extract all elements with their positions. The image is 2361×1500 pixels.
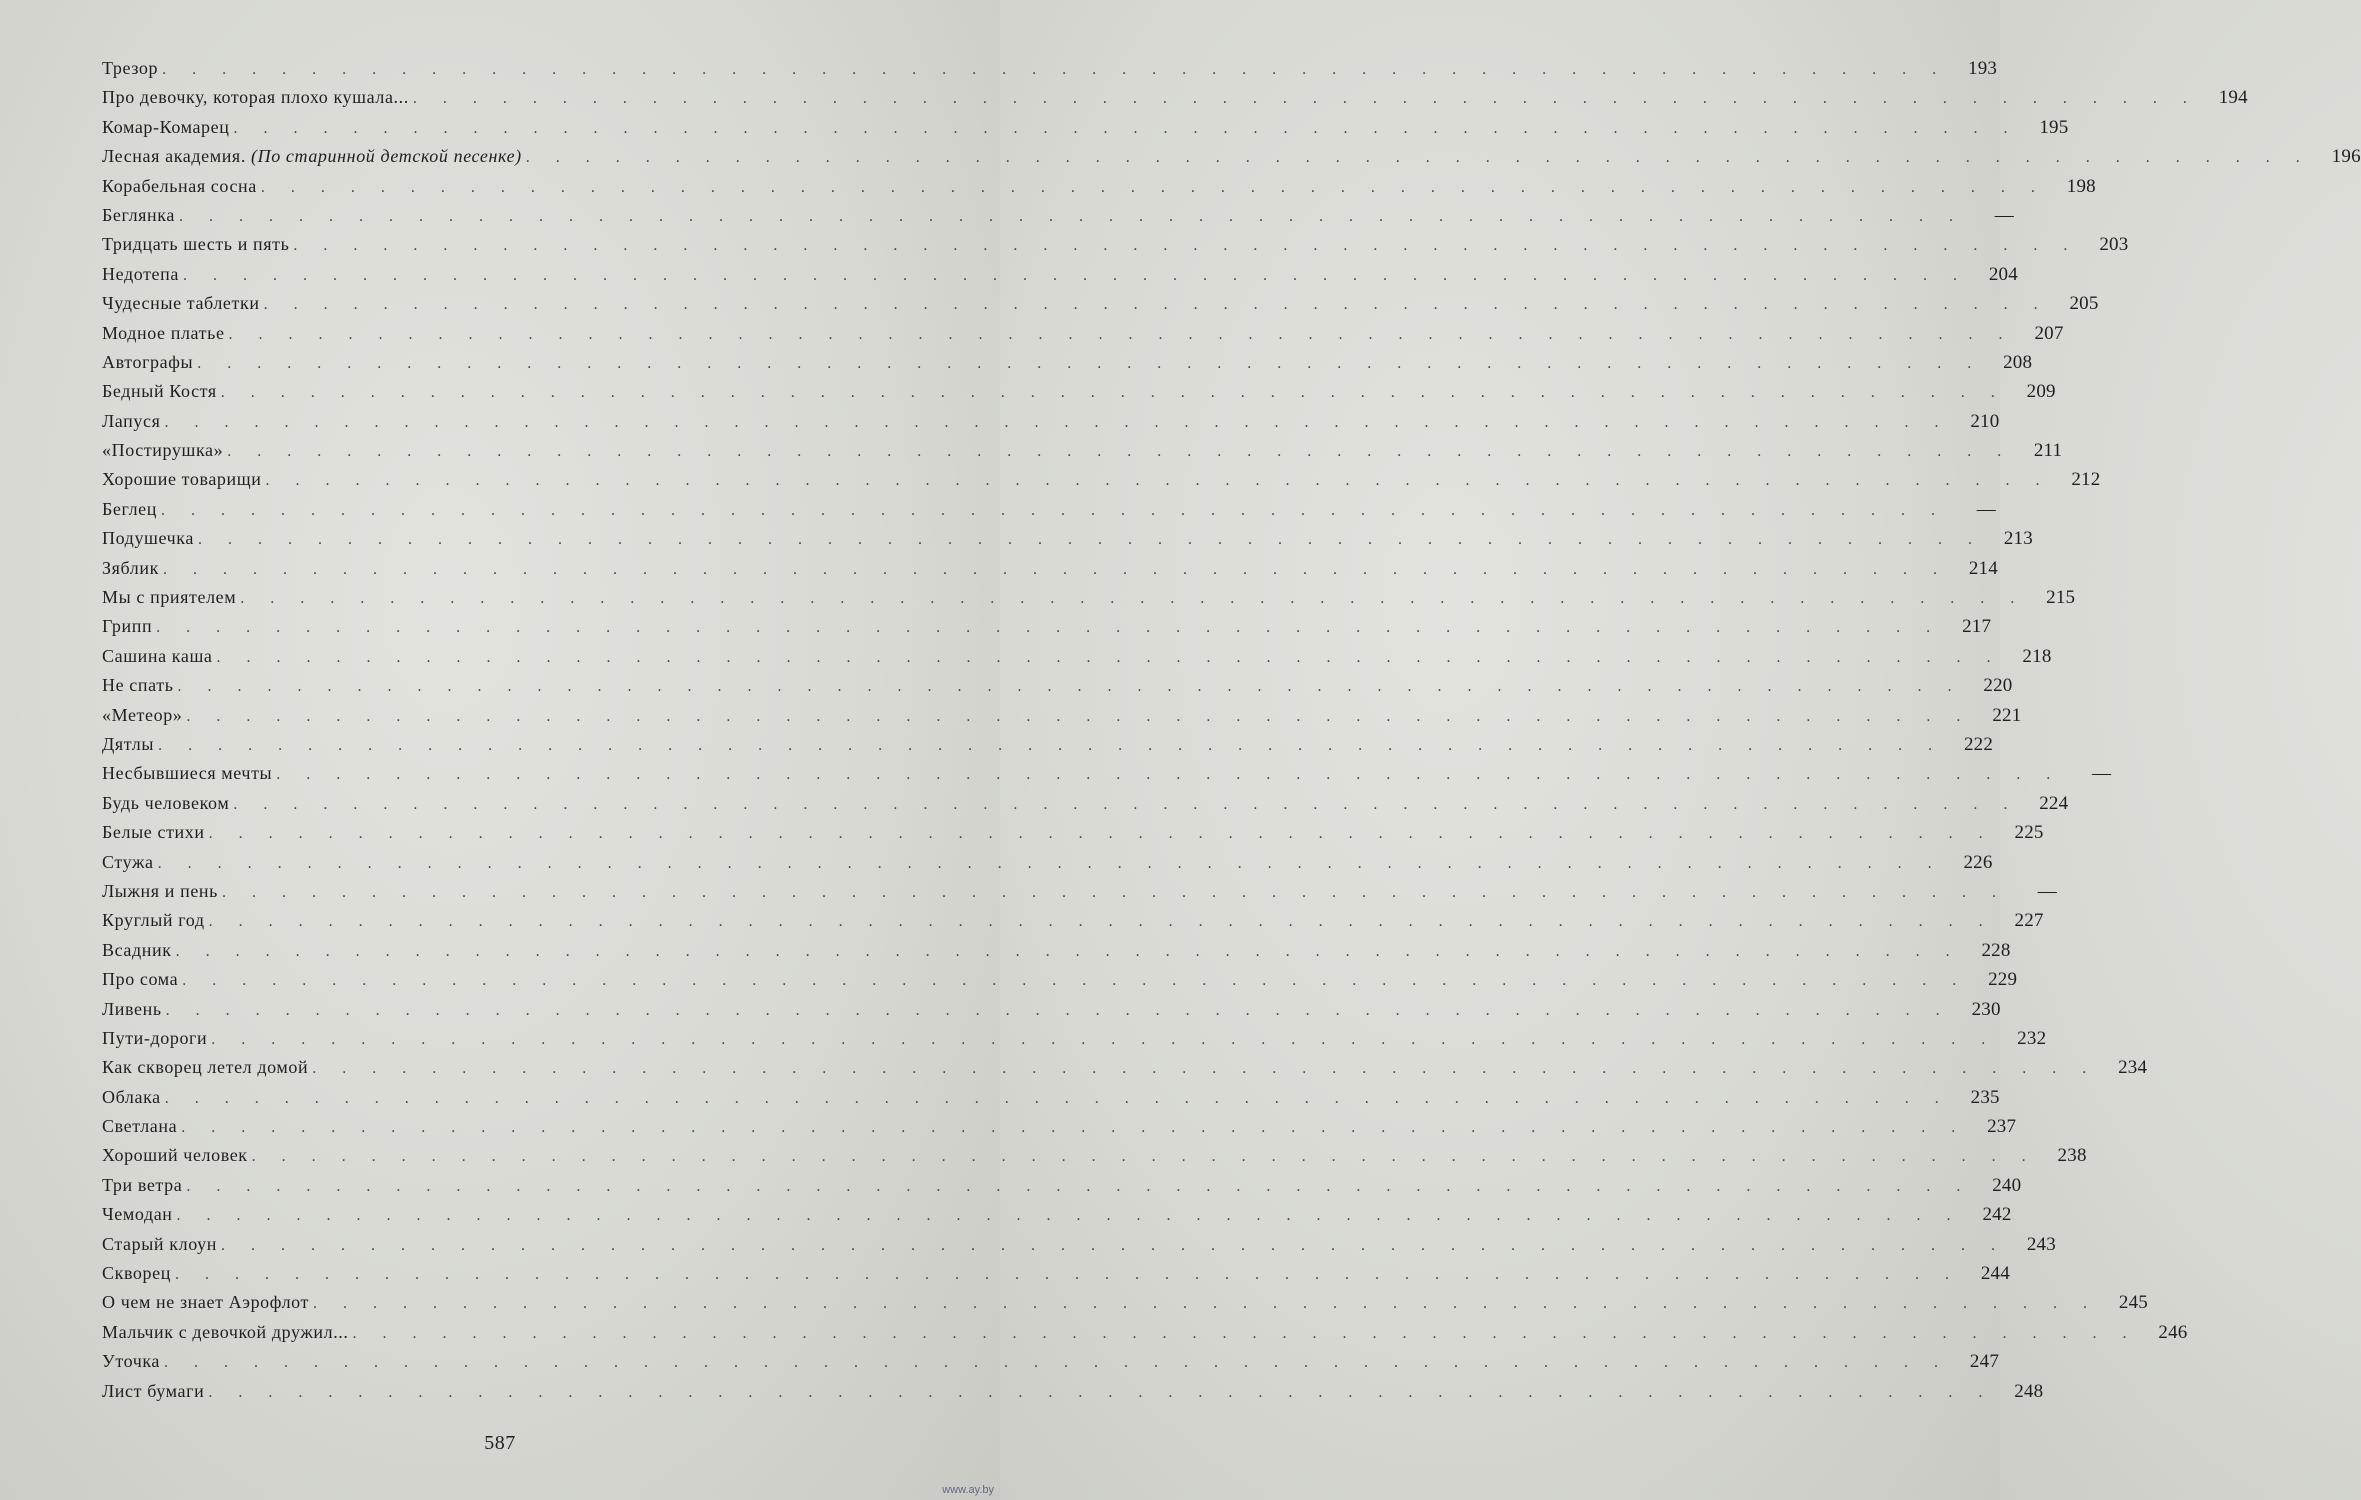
dot-leader: . . . . . . . . . . . . . . . . . . . . . . . . . . . . . . . . . . . . . . . . . . . . . . . . . . . . . . . . . . . . (220, 1236, 2006, 1254)
dot-leader: . . . . . . . . . . . . . . . . . . . . . . . . . . . . . . . . . . . . . . . . . . . . . . . . . . . . . . . . . . . . (197, 531, 1983, 549)
toc-entry (102, 587, 2076, 616)
toc-entry-page: 225 (2014, 822, 2044, 844)
dot-leader: . . . . . . . . . . . . . . . . . . . . . . . . . . . . . . . . . . . . . . . . . . . . . . . . . . . . . . . . . . . . (293, 237, 2079, 255)
dot-leader: . . . . . . . . . . . . . . . . . . . . . . . . . . . . . . . . . . . . . . . . . . . . . . . . . . . . . . . . . . . . (197, 354, 1983, 372)
toc-entry-title-text: Мальчик с девочкой дружил... (102, 1321, 349, 1342)
toc-entry (102, 116, 2069, 146)
toc-entry-page: 207 (2034, 322, 2064, 344)
toc-entry-title-text: Мы с приятелем (102, 587, 237, 608)
watermark: www.ay.by (942, 1484, 994, 1496)
dot-leader: . . . . . . . . . . . . . . . . . . . . . . . . . . . . . . . . . . . . . . . . . . . . . . . . . . . . . . . . . . . . (352, 1324, 2138, 1342)
toc-entry (102, 146, 2361, 175)
dot-leader: . . . . . . . . . . . . . . . . . . . . . . . . . . . . . . . . . . . . . . . . . . . . . . . . . . . . . . . . . . . . (182, 972, 1968, 990)
toc-entry-title (102, 969, 182, 990)
toc-entry (102, 440, 2063, 469)
toc-entry-title-text: Не спать (102, 675, 174, 696)
toc-entry-page: 234 (2118, 1057, 2148, 1079)
toc-entry-title (102, 587, 240, 608)
toc-entry-title (102, 793, 233, 814)
toc-entry-title-text: Светлана (102, 1116, 178, 1137)
dot-leader: . . . . . . . . . . . . . . . . . . . . . . . . . . . . . . . . . . . . . . . . . . . . . . . . . . . . . . . . . . . . (176, 1207, 1962, 1225)
toc-entry-title-text: Как скворец летел домой (102, 1057, 309, 1078)
toc-entry-page: 218 (2022, 645, 2052, 667)
dot-leader: . . . . . . . . . . . . . . . . . . . . . . . . . . . . . . . . . . . . . . . . . . . . . . . . . . . . . . . . . . . . (208, 825, 1994, 843)
table-of-contents (102, 58, 2361, 1410)
toc-entry-page: 212 (2071, 469, 2101, 491)
toc-entry-title-text: Зяблик (102, 557, 159, 578)
toc-entry-page: 224 (2039, 792, 2069, 814)
toc-entry-title-text: Модное платье (102, 322, 225, 343)
toc-entry (102, 351, 2033, 381)
toc-entry-page: 245 (2118, 1292, 2148, 1314)
toc-entry-page: — (1994, 204, 2014, 226)
toc-entry-title (102, 264, 183, 285)
toc-entry (102, 851, 1993, 881)
page-number: 587 (484, 1432, 516, 1454)
toc-entry-title (102, 1351, 164, 1372)
toc-entry (102, 1174, 2022, 1204)
toc-entry-page: 208 (2003, 351, 2033, 373)
toc-entry (102, 1027, 2047, 1057)
toc-entry-title-text: Несбывшиеся мечты (102, 763, 273, 784)
dot-leader: . . . . . . . . . . . . . . . . . . . . . . . . . . . . . . . . . . . . . . . . . . . . . . . . . . . . . . . . . . . . (211, 1030, 1997, 1048)
toc-entry-page: 195 (2039, 116, 2069, 138)
toc-entry-page: 204 (1988, 263, 2018, 285)
dot-leader: . . . . . . . . . . . . . . . . . . . . . . . . . . . . . . . . . . . . . . . . . . . . . . . . . . . . . . . . . . . . (161, 501, 1946, 519)
toc-entry-title-text: Скворец (102, 1263, 171, 1284)
toc-entry-page: 230 (1971, 998, 2001, 1020)
dot-leader: . . . . . . . . . . . . . . . . . . . . . . . . . . . . . . . . . . . . . . . . . . . . . . . . . . . . . . . . . . . . (164, 1089, 1950, 1107)
toc-entry (102, 1351, 2000, 1380)
toc-entry-title (102, 1234, 221, 1255)
toc-entry (102, 1057, 2148, 1086)
dot-leader: . . . . . . . . . . . . . . . . . . . . . . . . . . . . . . . . . . . . . . . . . . . . . . . . . . . . . . . . . . . . (220, 384, 2006, 402)
toc-entry-title-text: Старый клоун (102, 1233, 217, 1254)
toc-entry-title (102, 352, 197, 373)
toc-entry (102, 1204, 2012, 1233)
dot-leader: . . . . . . . . . . . . . . . . . . . . . . . . . . . . . . . . . . . . . . . . . . . . . . . . . . . . . . . . . . . . (228, 325, 2014, 343)
toc-entry-page: 203 (2099, 234, 2129, 256)
toc-entry-title (102, 469, 265, 490)
toc-entry-page: — (2037, 880, 2057, 902)
toc-entry-title-text: Беглянка (102, 204, 175, 225)
toc-entry (102, 410, 2000, 440)
toc-entry-page: 193 (1968, 58, 1998, 79)
toc-entry-title-text: Грипп (102, 616, 153, 637)
toc-entry (102, 1380, 2044, 1410)
toc-entry (102, 204, 2014, 234)
toc-entry-title-text: Облака (102, 1086, 161, 1107)
dot-leader: . . . . . . . . . . . . . . . . . . . . . . . . . . . . . . . . . . . . . . . . . . . . . . . . . . . . . . . . . . . . (227, 443, 2013, 461)
toc-entry-page: 205 (2069, 293, 2099, 315)
toc-entry-title (102, 734, 158, 755)
dot-leader: . . . . . . . . . . . . . . . . . . . . . . . . . . . . . . . . . . . . . . . . . . . . . . . . . . . . . . . . . . . . (165, 1001, 1951, 1019)
toc-entry-title (102, 411, 164, 432)
dot-leader: . . . . . . . . . . . . . . . . . . . . . . . . . . . . . . . . . . . . . . . . . . . . . . . . . . . . . . . . . . . . (276, 766, 2062, 784)
toc-entry (102, 733, 1994, 763)
toc-entry (102, 1145, 2087, 1174)
toc-entry (102, 704, 2022, 734)
dot-leader: . . . . . . . . . . . . . . . . . . . . . . . . . . . . . . . . . . . . . . . . . . . . . . . . . . . . . . . . . . . . (157, 854, 1943, 872)
dot-leader: . . . . . . . . . . . . . . . . . . . . . . . . . . . . . . . . . . . . . . . . . . . . . . . . . . . . . . . . . . . . (265, 472, 2051, 490)
toc-entry-title-text: Автографы (102, 351, 194, 372)
toc-entry-page: 244 (1980, 1263, 2010, 1285)
toc-entry-title-text: Дятлы (102, 733, 155, 754)
toc-entry-title (102, 675, 178, 696)
dot-leader: . . . . . . . . . . . . . . . . . . . . . . . . . . . . . . . . . . . . . . . . . . . . . . . . . . . . . . . . . . . . (156, 619, 1942, 637)
toc-entry-title (102, 323, 229, 344)
toc-entry-title (102, 381, 221, 402)
toc-entry-title-text: Про сома (102, 969, 179, 990)
toc-entry-title-text: Корабельная сосна (102, 175, 257, 196)
toc-entry (102, 763, 2112, 792)
dot-leader: . . . . . . . . . . . . . . . . . . . . . . . . . . . . . . . . . . . . . . . . . . . . . . . . . . . . . . . . . . . . (158, 736, 1944, 754)
toc-entry-title-text: Чудесные таблетки (102, 293, 260, 314)
toc-entry (102, 293, 2099, 322)
toc-entry-page: 243 (2026, 1233, 2056, 1255)
toc-entry (102, 263, 2018, 293)
toc-entry-title (102, 1116, 181, 1137)
dot-leader: . . . . . . . . . . . . . . . . . . . . . . . . . . . . . . . . . . . . . . . . . . . . . . . . . . . . . . . . . . . . (233, 119, 2019, 137)
toc-entry-title (102, 528, 198, 549)
toc-entry-title (102, 1322, 353, 1343)
toc-entry-title (102, 1028, 211, 1049)
toc-entry-title (102, 1145, 252, 1166)
toc-entry (102, 381, 2056, 410)
toc-entry-page: 248 (2014, 1380, 2044, 1402)
toc-entry (102, 675, 2013, 704)
dot-leader: . . . . . . . . . . . . . . . . . . . . . . . . . . . . . . . . . . . . . . . . . . . . . . . . . . . . . . . . . . . . (216, 648, 2002, 666)
toc-entry-title-text: Тридцать шесть и пять (102, 234, 290, 255)
toc-entry-title-text: Сашина каша (102, 645, 213, 666)
toc-entry-title-text: Чемодан (102, 1204, 173, 1225)
toc-entry-title-text: Уточка (102, 1351, 161, 1372)
toc-entry-title-text: Трезор (102, 58, 159, 78)
toc-entry-title-text: Лапуся (102, 410, 161, 431)
dot-leader: . . . . . . . . . . . . . . . . . . . . . . . . . . . . . . . . . . . . . . . . . . . . . . . . . . . . . . . . . . . . (312, 1060, 2098, 1078)
toc-entry-title (102, 293, 264, 314)
toc-entry-page: 242 (1982, 1204, 2012, 1226)
toc-entry-page: 228 (1981, 939, 2011, 961)
toc-entry (102, 1263, 2010, 1292)
toc-entry-page: 235 (1970, 1086, 2000, 1108)
dot-leader: . . . . . . . . . . . . . . . . . . . . . . . . . . . . . . . . . . . . . . . . . . . . . . . . . . . . . . . . . . . . (174, 1266, 1960, 1284)
toc-entry-title-text: «Постирушка» (102, 440, 224, 461)
toc-entry-page: 198 (2066, 175, 2096, 197)
toc-entry-page: 247 (1969, 1351, 2000, 1373)
toc-entry-title-text: Хороший человек (102, 1145, 248, 1166)
toc-entry-title-text: Подушечка (102, 528, 194, 549)
toc-entry-title-text: Всадник (102, 939, 172, 960)
toc-entry-title (102, 176, 261, 197)
toc-entry-title-text: Будь человеком (102, 792, 230, 813)
toc-entry-page: 226 (1963, 851, 1993, 873)
toc-entry-title (102, 146, 526, 167)
toc-entry-title-text: Хорошие товарищи (102, 469, 262, 490)
toc-entry-page: 246 (2158, 1321, 2188, 1343)
dot-leader: . . . . . . . . . . . . . . . . . . . . . . . . . . . . . . . . . . . . . . . . . . . . . . . . . . . . . . . . . . . . (525, 149, 2311, 167)
toc-entry-page: 232 (2017, 1027, 2047, 1049)
toc-entry-title (102, 1381, 208, 1402)
toc-entry-page: 210 (1970, 410, 2000, 432)
toc-entry-title (102, 1057, 312, 1078)
toc-entry-title-text: Три ветра (102, 1174, 183, 1195)
toc-entry-title (102, 910, 209, 931)
toc-entry-title-text: О чем не знает Аэрофлот (102, 1292, 309, 1313)
dot-leader: . . . . . . . . . . . . . . . . . . . . . . . . . . . . . . . . . . . . . . . . . . . . . . . . . . . . . . . . . . . . (412, 90, 2198, 108)
toc-entry-subtitle: (По старинной детской песенке) (251, 146, 522, 167)
toc-entry-title (102, 1292, 313, 1313)
toc-entry-page: 220 (1983, 675, 2013, 697)
toc-entry-title (102, 940, 176, 961)
toc-entry (102, 87, 2248, 116)
toc-entry-title-text: Стужа (102, 851, 154, 872)
toc-entry (102, 616, 1992, 645)
dot-leader: . . . . . . . . . . . . . . . . . . . . . . . . . . . . . . . . . . . . . . . . . . . . . . . . . . . . . . . . . . . . (182, 266, 1968, 284)
toc-entry-title-text: Пути-дороги (102, 1027, 208, 1048)
toc-entry-title (102, 1175, 186, 1196)
toc-entry-title (102, 234, 293, 255)
dot-leader: . . . . . . . . . . . . . . . . . . . . . . . . . . . . . . . . . . . . . . . . . . . . . . . . . . . . . . . . . . . . (164, 413, 1950, 431)
toc-entry (102, 645, 2052, 675)
toc-entry-page: 240 (1992, 1174, 2022, 1196)
toc-entry-page: 217 (1962, 616, 1992, 638)
dot-leader: . . . . . . . . . . . . . . . . . . . . . . . . . . . . . . . . . . . . . . . . . . . . . . . . . . . . . . . . . . . . (177, 678, 1963, 696)
toc-entry (102, 880, 2057, 910)
toc-entry (102, 557, 1998, 587)
dot-leader: . . . . . . . . . . . . . . . . . . . . . . . . . . . . . . . . . . . . . . . . . . . . . . . . . . . . . . . . . . . . (162, 61, 1948, 78)
toc-entry (102, 234, 2129, 263)
toc-entry-title (102, 1087, 165, 1108)
toc-entry-title-text: Ливень (102, 998, 162, 1019)
dot-leader: . . . . . . . . . . . . . . . . . . . . . . . . . . . . . . . . . . . . . . . . . . . . . . . . . . . . . . . . . . . . (208, 1383, 1994, 1401)
dot-leader: . . . . . . . . . . . . . . . . . . . . . . . . . . . . . . . . . . . . . . . . . . . . . . . . . . . . . . . . . . . . (186, 707, 1972, 725)
toc-entry-title-text: Комар-Комарец (102, 116, 230, 137)
toc-entry-page: 221 (1992, 704, 2022, 726)
dot-leader: . . . . . . . . . . . . . . . . . . . . . . . . . . . . . . . . . . . . . . . . . . . . . . . . . . . . . . . . . . . . (233, 795, 2019, 813)
toc-entry (102, 1292, 2148, 1321)
dot-leader: . . . . . . . . . . . . . . . . . . . . . . . . . . . . . . . . . . . . . . . . . . . . . . . . . . . . . . . . . . . . (263, 296, 2049, 314)
toc-entry (102, 998, 2001, 1028)
toc-entry-page: 227 (2014, 910, 2044, 932)
dot-leader: . . . . . . . . . . . . . . . . . . . . . . . . . . . . . . . . . . . . . . . . . . . . . . . . . . . . . . . . . . . . (162, 560, 1948, 578)
toc-entry (102, 175, 2096, 205)
toc-entry-title (102, 763, 276, 784)
toc-entry-page: 238 (2057, 1145, 2087, 1167)
toc-entry-page: 211 (2033, 440, 2063, 462)
toc-entry (102, 58, 1998, 87)
toc-entry-title (102, 881, 222, 902)
toc-entry-title (102, 1263, 175, 1284)
toc-entry-title (102, 646, 217, 667)
toc-entry-title (102, 58, 162, 79)
dot-leader: . . . . . . . . . . . . . . . . . . . . . . . . . . . . . . . . . . . . . . . . . . . . . . . . . . . . . . . . . . . . (186, 1177, 1972, 1195)
dot-leader: . . . . . . . . . . . . . . . . . . . . . . . . . . . . . . . . . . . . . . . . . . . . . . . . . . . . . . . . . . . . (240, 590, 2026, 608)
dot-leader: . . . . . . . . . . . . . . . . . . . . . . . . . . . . . . . . . . . . . . . . . . . . . . . . . . . . . . . . . . . . (251, 1148, 2037, 1166)
toc-entry-title-text: Лист бумаги (102, 1380, 205, 1401)
toc-entry (102, 1233, 2056, 1263)
toc-entry (102, 910, 2044, 939)
toc-entry (102, 939, 2011, 969)
toc-entry-page: — (2092, 763, 2112, 785)
toc-entry-title-text: Беглец (102, 498, 157, 519)
dot-leader: . . . . . . . . . . . . . . . . . . . . . . . . . . . . . . . . . . . . . . . . . . . . . . . . . . . . . . . . . . . . (260, 178, 2046, 196)
toc-entry-title-text: Недотепа (102, 263, 179, 284)
toc-entry-title-text: Бедный Костя (102, 381, 217, 402)
dot-leader: . . . . . . . . . . . . . . . . . . . . . . . . . . . . . . . . . . . . . . . . . . . . . . . . . . . . . . . . . . . . (178, 207, 1964, 225)
toc-entry-page: 237 (1987, 1116, 2017, 1138)
toc-entry-title (102, 616, 156, 637)
toc-entry (102, 1116, 2017, 1145)
toc-entry-page: — (1976, 498, 1996, 520)
toc-entry-title-text: Про девочку, которая плохо кушала... (102, 87, 409, 108)
toc-entry (102, 469, 2101, 498)
toc-entry (102, 969, 2018, 998)
toc-entry-title (102, 999, 166, 1020)
toc-entry (102, 528, 2033, 557)
toc-entry-title (102, 117, 233, 138)
dot-leader: . . . . . . . . . . . . . . . . . . . . . . . . . . . . . . . . . . . . . . . . . . . . . . . . . . . . . . . . . . . . (164, 1354, 1950, 1372)
toc-entry-title (102, 205, 179, 226)
toc-entry-page: 215 (2046, 587, 2076, 609)
toc-entry-page: 209 (2026, 381, 2056, 403)
toc-entry-page: 229 (1988, 969, 2018, 991)
toc-entry (102, 498, 1996, 528)
toc-entry-page: 196 (2331, 146, 2361, 168)
dot-leader: . . . . . . . . . . . . . . . . . . . . . . . . . . . . . . . . . . . . . . . . . . . . . . . . . . . . . . . . . . . . (313, 1295, 2098, 1313)
toc-entry-title (102, 1204, 177, 1225)
dot-leader: . . . . . . . . . . . . . . . . . . . . . . . . . . . . . . . . . . . . . . . . . . . . . . . . . . . . . . . . . . . . (208, 913, 1994, 931)
toc-entry-page: 222 (1963, 733, 1994, 755)
toc-entry-page: 214 (1968, 557, 1998, 579)
toc-entry-title (102, 852, 158, 873)
toc-entry-page: 213 (2003, 528, 2033, 550)
toc-entry-title (102, 705, 186, 726)
toc-entry (102, 1321, 2188, 1351)
toc-entry (102, 322, 2064, 352)
dot-leader: . . . . . . . . . . . . . . . . . . . . . . . . . . . . . . . . . . . . . . . . . . . . . . . . . . . . . . . . . . . . (181, 1119, 1967, 1137)
toc-entry-title-text: Круглый год (102, 910, 205, 931)
toc-entry-title (102, 440, 227, 461)
toc-entry-title-text: «Метеор» (102, 704, 183, 725)
toc-entry-title-text: Белые стихи (102, 822, 205, 843)
toc-entry-title (102, 822, 209, 843)
toc-entry (102, 822, 2044, 851)
toc-entry-page: 194 (2218, 87, 2248, 109)
toc-entry-title-text: Лыжня и пень (102, 880, 218, 901)
toc-entry-title-text: Лесная академия. (102, 146, 246, 167)
dot-leader: . . . . . . . . . . . . . . . . . . . . . . . . . . . . . . . . . . . . . . . . . . . . . . . . . . . . . . . . . . . . (175, 942, 1961, 960)
toc-entry-title (102, 558, 163, 579)
toc-entry (102, 792, 2069, 822)
toc-entry (102, 1086, 2000, 1116)
toc-entry-title (102, 499, 161, 520)
toc-entry-title (102, 87, 413, 108)
dot-leader: . . . . . . . . . . . . . . . . . . . . . . . . . . . . . . . . . . . . . . . . . . . . . . . . . . . . . . . . . . . . (221, 883, 2007, 901)
